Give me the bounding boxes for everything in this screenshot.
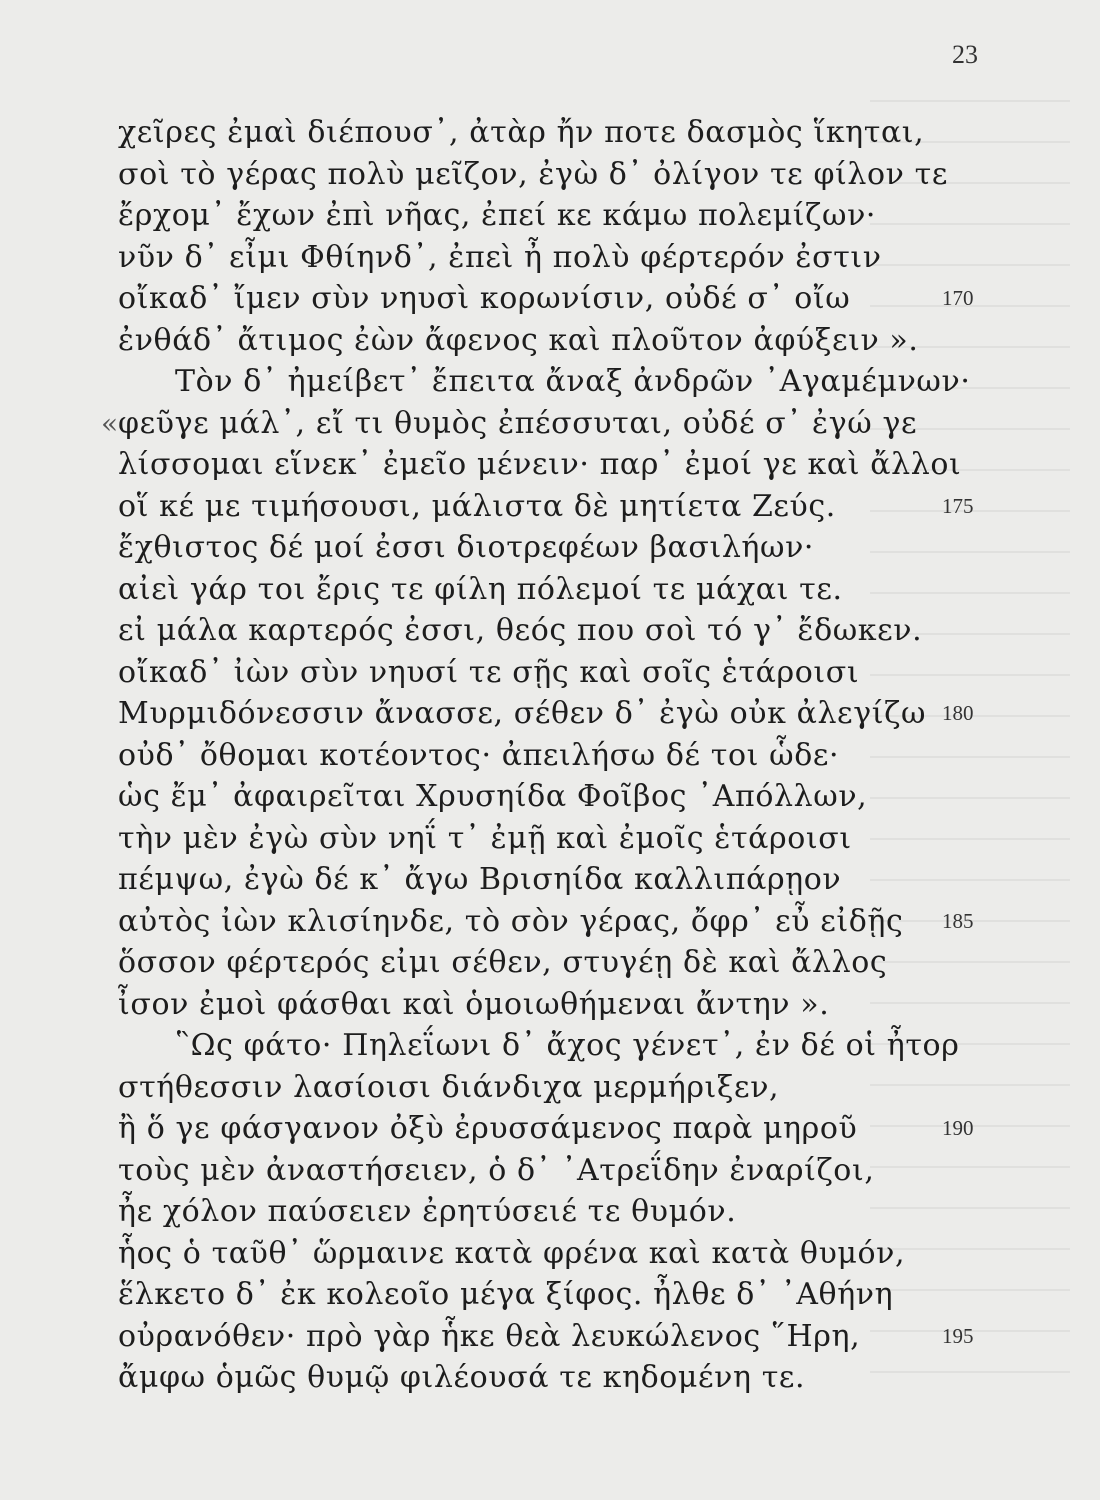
verse-line	[0, 112, 1100, 154]
verse-text: οὐρανόθεν· πρὸ γὰρ ἧκε θεὰ λευκώλενος ῞Ηρη,	[118, 1318, 861, 1354]
verse-text: ἶσον ἐμοὶ φάσθαι καὶ ὁμοιωθήμεναι ἄντην ».	[118, 986, 830, 1022]
verse-line	[0, 361, 1100, 403]
verse-line	[0, 320, 1100, 362]
verse-text: οἴκαδ᾽ ἴμεν σὺν νηυσὶ κορωνίσιν, οὐδέ σ᾽ οἴω	[118, 281, 851, 316]
verse-text: οἵ κέ με τιμήσουσι, μάλιστα δὲ μητίετα Ζεύς.	[118, 488, 836, 524]
verse-line	[0, 486, 1100, 528]
verse-block	[0, 112, 1100, 1399]
verse-line	[0, 1316, 1100, 1358]
verse-text: τὴν μὲν ἐγὼ σὺν νηΐ τ᾽ ἐμῇ καὶ ἐμοῖς ἑτάροισι	[118, 820, 852, 856]
verse-line	[0, 652, 1100, 694]
verse-line	[0, 1108, 1100, 1150]
verse-text: πέμψω, ἐγὼ δέ κ᾽ ἄγω Βρισηίδα καλλιπάρῃον	[118, 862, 842, 897]
page-number: 23	[952, 40, 978, 69]
verse-text: λίσσομαι εἵνεκ᾽ ἐμεῖο μένειν· παρ᾽ ἐμοί γε καὶ ἄλλοι	[118, 447, 962, 482]
verse-line	[0, 527, 1100, 569]
line-number: 180	[942, 701, 974, 725]
verse-line	[0, 1150, 1100, 1192]
line-number: 195	[942, 1323, 974, 1348]
verse-line	[0, 1274, 1100, 1316]
verse-line	[0, 818, 1100, 860]
verse-line	[0, 735, 1100, 777]
verse-text: σοὶ τὸ γέρας πολὺ μεῖζον, ἐγὼ δ᾽ ὀλίγον τε φίλον τε	[118, 156, 948, 192]
verse-text: ἦε χόλον παύσειεν ἐρητύσειέ τε θυμόν.	[118, 1194, 737, 1229]
verse-text: ἔρχομ᾽ ἔχων ἐπὶ νῆας, ἐπεί κε κάμω πολεμίζων·	[118, 198, 877, 233]
verse-text: Τὸν δ᾽ ἠμείβετ᾽ ἔπειτα ἄναξ ἀνδρῶν ᾿Αγαμέμνων·	[175, 364, 971, 399]
line-number: 170	[942, 286, 974, 310]
verse-text: ἐνθάδ᾽ ἄτιμος ἐὼν ἄφενος καὶ πλοῦτον ἀφύξειν ».	[118, 322, 919, 358]
verse-text: νῦν δ᾽ εἶμι Φθίηνδ᾽, ἐπεὶ ἦ πολὺ φέρτερόν ἐστιν	[118, 239, 882, 275]
verse-line	[0, 1357, 1100, 1399]
verse-text: ἢ ὅ γε φάσγανον ὀξὺ ἐρυσσάμενος παρὰ μηροῦ	[118, 1111, 858, 1146]
verse-text: αὐτὸς ἰὼν κλισίηνδε, τὸ σὸν γέρας, ὄφρ᾽ εὖ εἰδῇς	[118, 903, 904, 939]
verse-text: ἕλκετο δ᾽ ἐκ κολεοῖο μέγα ξίφος. ἦλθε δ᾽ ᾿Αθήνη	[118, 1277, 894, 1312]
verse-text: φεῦγε μάλ᾽, εἴ τι θυμὸς ἐπέσσυται, οὐδέ σ᾽ ἐγώ γε	[118, 405, 918, 441]
line-number: 190	[942, 1116, 974, 1140]
verse-text: αἰεὶ γάρ τοι ἔρις τε φίλη πόλεμοί τε μάχαι τε.	[118, 571, 843, 607]
line-number: 175	[942, 493, 974, 518]
verse-line	[0, 278, 1100, 320]
verse-line	[0, 1025, 1100, 1067]
verse-text: ἄμφω ὁμῶς θυμῷ φιλέουσά τε κηδομένη τε.	[118, 1360, 806, 1395]
verse-line	[0, 403, 1100, 445]
verse-line	[0, 901, 1100, 943]
verse-line	[0, 444, 1100, 486]
verse-line	[0, 610, 1100, 652]
verse-text: στήθεσσιν λασίοισι διάνδιχα μερμήριξεν,	[118, 1069, 780, 1105]
verse-line	[0, 195, 1100, 237]
verse-line	[0, 776, 1100, 818]
verse-text: εἰ μάλα καρτερός ἐσσι, θεός που σοὶ τό γ᾽ ἔδωκεν.	[118, 613, 923, 648]
verse-line	[0, 1191, 1100, 1233]
verse-text: ἧος ὁ ταῦθ᾽ ὥρμαινε κατὰ φρένα καὶ κατὰ θυμόν,	[118, 1235, 906, 1271]
verse-text: Μυρμιδόνεσσιν ἄνασσε, σέθεν δ᾽ ἐγὼ οὐκ ἀλεγίζω	[118, 696, 927, 731]
verse-line	[0, 984, 1100, 1026]
verse-line	[0, 1067, 1100, 1109]
verse-line	[0, 693, 1100, 735]
verse-line	[0, 237, 1100, 279]
verse-line	[0, 569, 1100, 611]
verse-text: χεῖρες ἐμαὶ διέπουσ᾽, ἀτὰρ ἤν ποτε δασμὸς ἵκηται,	[118, 115, 925, 150]
verse-line	[0, 859, 1100, 901]
verse-text: οὐδ᾽ ὄθομαι κοτέοντος· ἀπειλήσω δέ τοι ὧδε·	[118, 737, 840, 773]
verse-text: ῝Ως φάτο· Πηλεΐωνι δ᾽ ἄχος γένετ᾽, ἐν δέ οἱ ἦτορ	[175, 1028, 960, 1063]
quote-marker: «	[101, 406, 119, 440]
verse-line	[0, 154, 1100, 196]
verse-text: τοὺς μὲν ἀναστήσειεν, ὁ δ᾽ ᾿Ατρεΐδην ἐναρίζοι,	[118, 1152, 875, 1188]
verse-text: ὡς ἔμ᾽ ἀφαιρεῖται Χρυσηίδα Φοῖβος ᾿Απόλλων,	[118, 779, 868, 814]
verse-text: ὅσσον φέρτερός εἰμι σέθεν, στυγέῃ δὲ καὶ ἄλλος	[118, 945, 888, 980]
verse-text: ἔχθιστος δέ μοί ἐσσι διοτρεφέων βασιλήων·	[118, 530, 815, 565]
line-number: 185	[942, 908, 974, 933]
verse-text: οἴκαδ᾽ ἰὼν σὺν νηυσί τε σῇς καὶ σοῖς ἑτάροισι	[118, 654, 860, 690]
verse-line	[0, 942, 1100, 984]
verse-line	[0, 1233, 1100, 1275]
